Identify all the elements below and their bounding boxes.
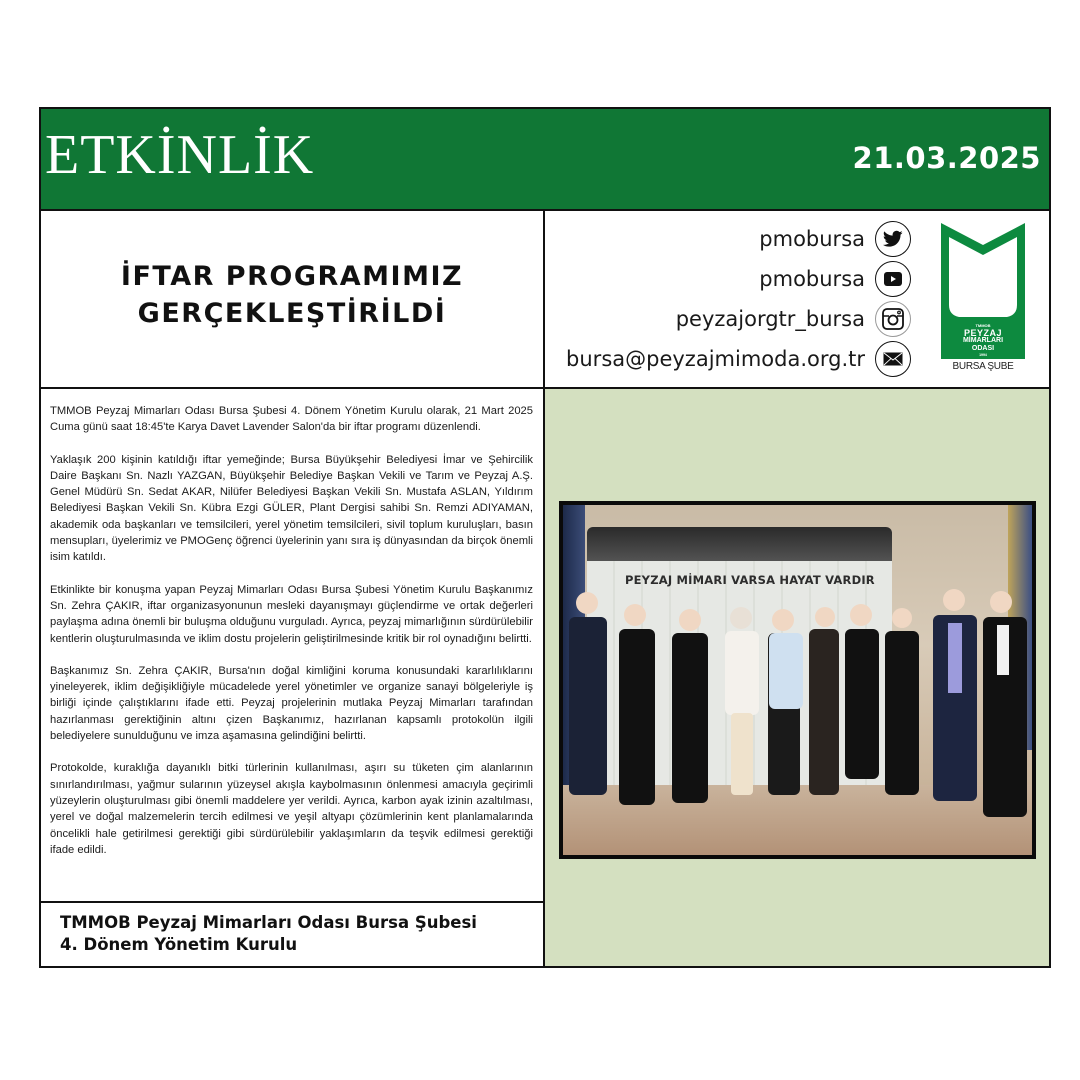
header-bar bbox=[41, 109, 1049, 211]
logo-line-bottom: 1994 bbox=[979, 353, 987, 357]
section-title: ETKİNLİK bbox=[45, 124, 315, 186]
social-label[interactable]: bursa@peyzajmimoda.org.tr bbox=[566, 347, 865, 371]
article-body bbox=[41, 389, 545, 903]
group-photo bbox=[559, 501, 1036, 859]
signature-line1: TMMOB Peyzaj Mimarları Odası Bursa Şubesi bbox=[60, 913, 477, 932]
youtube-icon[interactable] bbox=[875, 261, 911, 297]
logo-line3: ODASI bbox=[971, 345, 995, 352]
event-title bbox=[121, 258, 463, 332]
logo-caption: BURSA ŞUBE bbox=[952, 361, 1014, 372]
event-title-line2: GERÇEKLEŞTİRİLDİ bbox=[137, 298, 447, 329]
social-list bbox=[566, 219, 911, 379]
pmo-bursa-logo bbox=[941, 223, 1025, 375]
logo-line-top: TMMOB bbox=[975, 323, 991, 328]
contact-cell bbox=[545, 211, 1049, 389]
photo-banner-text: PEYZAJ MİMARI VARSA HAYAT VARDIR bbox=[625, 573, 875, 587]
paragraph: TMMOB Peyzaj Mimarları Odası Bursa Şubesi 4. Dönem Yönetim Kurulu olarak, 21 Mart 2025 Cuma günü saat 18:45'te Karya Davet Lavender Salon'da bir iftar programı düzenlendi. bbox=[50, 405, 533, 434]
paragraph: Başkanımız Sn. Zehra ÇAKIR, Bursa'nın doğal kimliğini koruma konusundaki kararlılıklarını yineleyerek, iklim değişikliğiyle mücadelede yerel yönetimler ve organize sanayi bölgeleriyle iş birliği içinde çalıştıklarını ifade etti. Peyzaj projelerinin mutlaka Peyzaj Mimarları tarafından hazırlanması gerektiğinin altını çizen Başkanımız, hazırlanan kapsamlı protokolün ilgili belediyelere sunulduğunu ve imza aşamasına gelindiğini belirtti. bbox=[50, 664, 533, 743]
twitter-icon[interactable] bbox=[875, 221, 911, 257]
mail-icon[interactable] bbox=[875, 341, 911, 377]
social-label[interactable]: peyzajorgtr_bursa bbox=[675, 307, 865, 331]
photo-panel bbox=[545, 389, 1049, 966]
people-silhouettes-icon bbox=[563, 505, 1032, 855]
signature-line2: 4. Dönem Yönetim Kurulu bbox=[60, 935, 298, 954]
instagram-icon[interactable] bbox=[875, 301, 911, 337]
social-item-email[interactable] bbox=[566, 339, 911, 379]
event-date: 21.03.2025 bbox=[852, 141, 1041, 175]
paragraph: Yaklaşık 200 kişinin katıldığı iftar yemeğinde; Bursa Büyükşehir Belediyesi İmar ve Şehircilik Daire Başkanı Sn. Nazlı YAZGAN, Büyükşehir Belediye Başkan Vekili ve Tarım ve Peyzaj A.Ş. Genel Müdürü Sn. Sedat AKAR, Nilüfer Belediyesi Başkan Vekili Sn. Mustafa ASLAN, Yıldırım Belediyesi Başkan Vekili Sn. Kübra Ezgi GÜLER, Plant Dergisi sahibi Sn. Remzi ADIYAMAN, akademik oda başkanları ve temsilcileri, yerel yönetim temsilcileri, sivil toplum kuruluşları, basın mensupları, üyelerimiz ve PMOGenç öğrenci üyelerinin yanı sıra iş dünyasından da birçok önemli isim katıldı. bbox=[50, 453, 533, 564]
event-title-line1: İFTAR PROGRAMIMIZ bbox=[120, 261, 464, 292]
social-label[interactable]: pmobursa bbox=[759, 267, 865, 291]
social-item-instagram[interactable] bbox=[566, 299, 911, 339]
poster-frame bbox=[39, 107, 1051, 968]
logo-line2: MİMARLARI bbox=[962, 337, 1004, 344]
event-title-cell bbox=[41, 211, 545, 389]
social-label[interactable]: pmobursa bbox=[759, 227, 865, 251]
paragraph: Etkinlikte bir konuşma yapan Peyzaj Mimarları Odası Bursa Şubesi Yönetim Kurulu Başkanımız Sn. Zehra ÇAKIR, iftar organizasyonunun mesleki dayanışmayı güçlendirme ve ortak değerleri paylaşma adına önemli bir buluşma olduğunu vurguladı. Ayrıca, peyzaj mimarlığının sürdürülebilir kentlerin oluşturulmasında ve iklim dostu projelerin geliştirilmesinde kritik bir rol oynadığını belirtti. bbox=[50, 583, 533, 645]
signature-cell bbox=[41, 903, 545, 966]
social-item-twitter[interactable] bbox=[566, 219, 911, 259]
logo-line1: PEYZAJ bbox=[963, 328, 1002, 338]
social-item-youtube[interactable] bbox=[566, 259, 911, 299]
paragraph: Protokolde, kuraklığa dayanıklı bitki türlerinin kullanılması, aşırı su tüketen çim alanlarının sınırlandırılması, yağmur sularının yüzeysel akışla kaybolmasının önlenmesi amacıyla geçirimli yüzeylerin oluşturulması gibi önemli maddelere yer verildi. Ayrıca, karbon ayak izinin azaltılması, yerel ve doğal malzemelerin tercih edilmesi ve yeşil altyapı çözümlerinin kent planlamalarında öncelikli hale getirilmesi gerektiği gibi sürdürülebilir yaklaşımların da teşvik edilmesi gerektiği ifade edildi. bbox=[50, 762, 533, 856]
